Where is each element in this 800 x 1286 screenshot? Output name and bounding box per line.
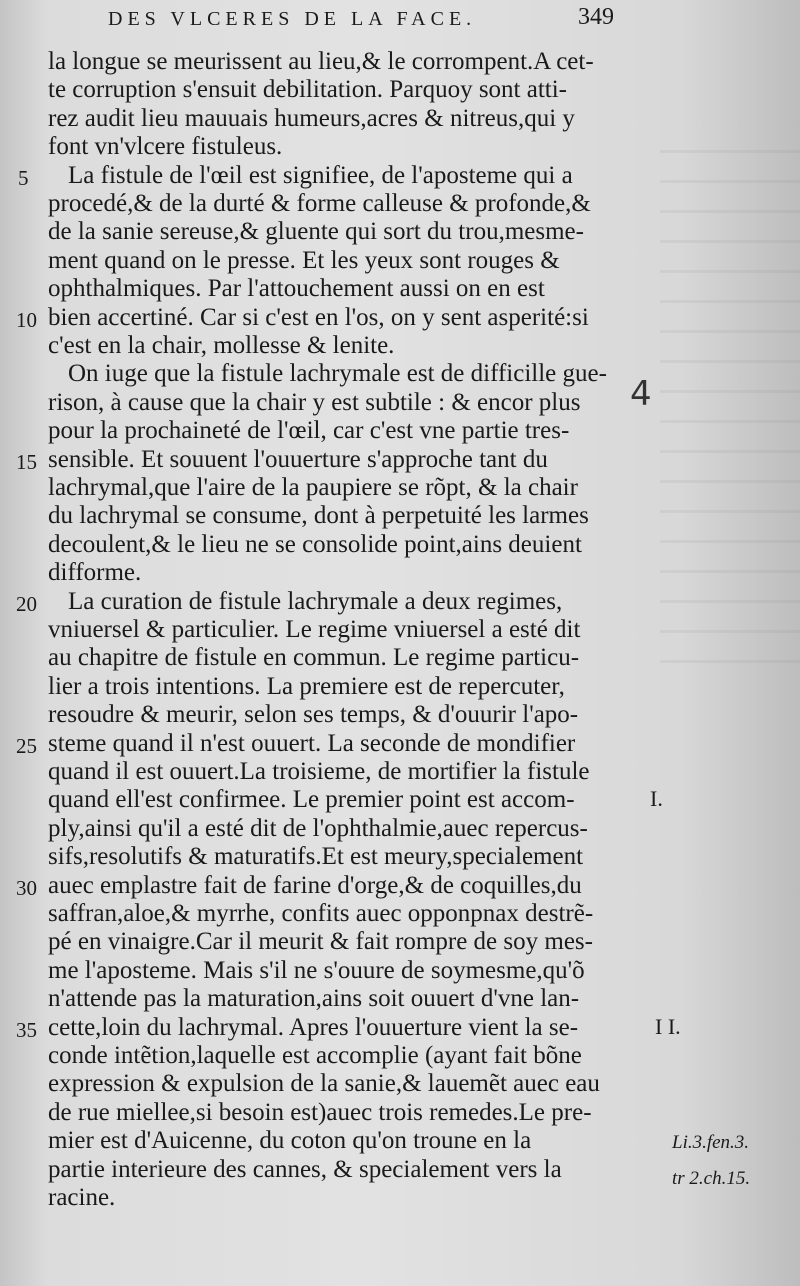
text-line: quand ell'est confirmee. Le premier point est accom- <box>48 786 575 814</box>
text-line: de rue miellee,si besoin est)auec trois remedes.Le pre- <box>48 1098 592 1126</box>
line-number: 20 <box>16 591 37 616</box>
text-line: pour la prochaineté de l'œil, car c'est vne partie tres- <box>48 417 570 445</box>
text-line: de la sanie sereuse,& gluente qui sort du trou,mesme- <box>48 218 584 246</box>
text-line: lachrymal,que l'aire de la paupiere se rõpt, & la chair <box>48 474 578 501</box>
text-line: te corruption s'ensuit debilitation. Parquoy sont atti- <box>48 76 568 104</box>
line-number: 5 <box>18 165 29 190</box>
text-line: ment quand on le presse. Et les yeux sont rouges & <box>48 246 560 274</box>
text-line: La curation de fistule lachrymale a deux regimes, <box>68 587 563 615</box>
bleed-through-shadow <box>660 150 800 690</box>
text-line: bien accertiné. Car si c'est en l'os, on y sent asperité:si <box>48 303 589 331</box>
text-line: expression & expulsion de la sanie,& lauemẽt auec eau <box>48 1070 600 1098</box>
line-number: 15 <box>16 449 37 474</box>
text-line: mier est d'Auicenne, du coton qu'on troune en la <box>48 1127 532 1155</box>
text-line: partie interieure des cannes, & specialement vers la <box>48 1155 562 1183</box>
text-line: n'attende pas la maturation,ains soit ouuert d'vne lan- <box>48 985 580 1013</box>
margin-note-section-2: I I. <box>655 1014 681 1039</box>
text-line: sensible. Et souuent l'ouuerture s'approche tant du <box>48 445 548 473</box>
margin-note-section-1: I. <box>650 786 663 811</box>
text-line: La fistule de l'œil est signifiee, de l'aposteme qui a <box>68 161 573 189</box>
line-number: 35 <box>16 1017 37 1042</box>
text-line: ophthalmiques. Par l'attouchement aussi on en est <box>48 275 545 303</box>
margin-note-reference-2: tr 2.ch.15. <box>672 1168 751 1189</box>
text-line: du lachrymal se consume, dont à perpetuité les larmes <box>48 502 589 530</box>
text-line: procedé,& de la durté & forme calleuse & profonde,& <box>48 190 591 217</box>
header-title: DES VLCERES DE LA FACE. <box>108 8 477 30</box>
margin-note-reference-1: Li.3.fen.3. <box>672 1132 750 1153</box>
text-line: cette,loin du lachrymal. Apres l'ouuerture vient la se- <box>48 1013 579 1041</box>
line-number: 30 <box>16 875 37 900</box>
text-line: rez audit lieu mauuais humeurs,acres & nitreus,qui y <box>48 104 575 132</box>
text-line: au chapitre de fistule en commun. Le regime particu- <box>48 644 580 672</box>
running-header <box>108 4 748 34</box>
text-line: font vn'vlcere fistuleus. <box>48 133 283 161</box>
text-line: difforme. <box>48 559 142 587</box>
page-number: 349 <box>578 4 614 30</box>
line-number: 25 <box>16 733 37 758</box>
text-line: ply,ainsi qu'il a esté dit de l'ophthalmie,auec repercus- <box>48 814 588 842</box>
text-line: conde intẽtion,laquelle est accomplie (ayant fait bõne <box>48 1042 582 1069</box>
text-line: la longue se meurissent au lieu,& le corrompent.A cet- <box>48 48 594 75</box>
text-line: me l'aposteme. Mais s'il ne s'ouure de soymesme,qu'õ <box>48 956 585 984</box>
text-line: pé en vinaigre.Car il meurit & fait rompre de soy mes- <box>48 928 593 956</box>
text-line: resoudre & meurir, selon ses temps, & d'ouurir l'apo- <box>48 701 579 729</box>
text-line: saffran,aloe,& myrrhe, confits auec opponpnax destrẽ- <box>48 900 594 927</box>
text-line: c'est en la chair, mollesse & lenite. <box>48 332 395 359</box>
text-line: auec emplastre fait de farine d'orge,& de coquilles,du <box>48 871 582 899</box>
handwritten-annotation: 4 <box>630 374 652 414</box>
text-line: lier a trois intentions. La premiere est de repercuter, <box>48 672 565 700</box>
text-line: vniuersel & particulier. Le regime vniuersel a esté dit <box>48 616 581 643</box>
text-line: rison, à cause que la chair y est subtile : & encor plus <box>48 388 581 416</box>
text-line: decoulent,& le lieu ne se consolide point,ains deuient <box>48 530 582 558</box>
text-line: quand il est ouuert.La troisieme, de mortifier la fistule <box>48 758 590 785</box>
text-line: steme quand il n'est ouuert. La seconde de mondifier <box>48 729 576 757</box>
text-line: racine. <box>48 1184 116 1211</box>
text-line: sifs,resolutifs & maturatifs.Et est meury,specialement <box>48 843 584 871</box>
text-line: On iuge que la fistule lachrymale est de difficille gue- <box>68 360 607 388</box>
line-number: 10 <box>16 307 37 332</box>
